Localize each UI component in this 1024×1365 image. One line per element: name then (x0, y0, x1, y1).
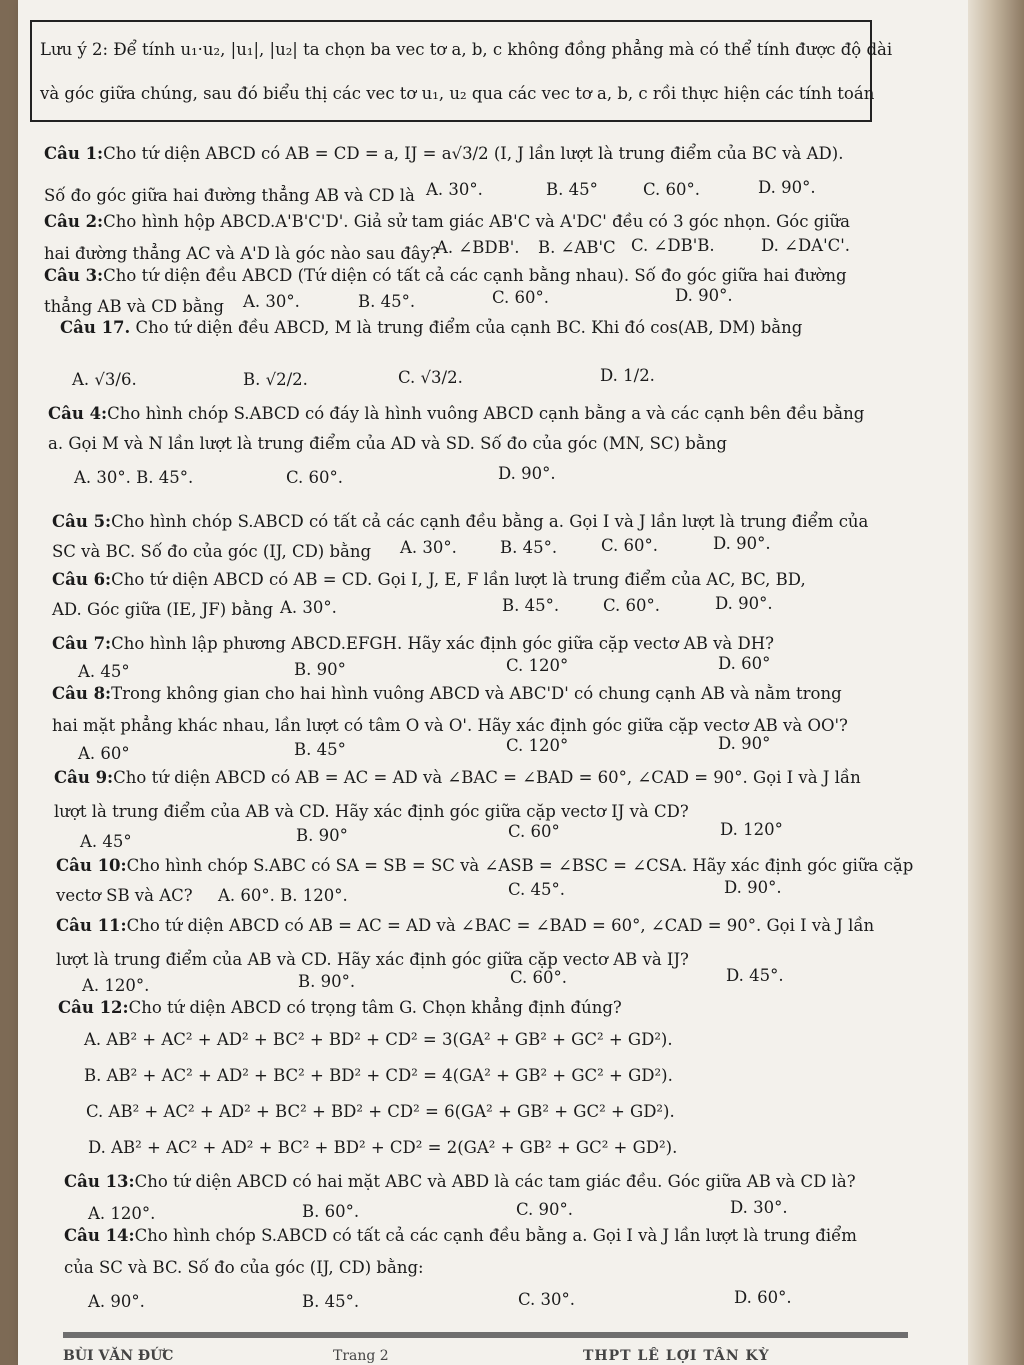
q3-option-c: C. 60°. (492, 288, 550, 307)
q12-text (58, 998, 622, 1017)
q5-line1: Cho hình chóp S.ABCD có tất cả các cạnh đều bằng a. Gọi I và J lần lượt là trung điểm của (111, 512, 869, 531)
q2-label: Câu 2: (44, 212, 104, 231)
q1-line2: Số đo góc giữa hai đường thẳng AB và CD là (44, 186, 415, 205)
q10-line2: vectơ SB và AC? (56, 886, 193, 905)
q12-option-a: A. AB² + AC² + AD² + BC² + BD² + CD² = 3(GA² + GB² + GC² + GD²). (84, 1030, 673, 1049)
q7-label: Câu 7: (52, 634, 112, 653)
q7-line1: Cho hình lập phương ABCD.EFGH. Hãy xác định góc giữa cặp vectơ AB và DH? (111, 634, 774, 653)
q11-option-d: D. 45°. (726, 966, 784, 985)
q17-option-b: B. √2/2. (243, 370, 308, 389)
q17-option-d: D. 1/2. (600, 366, 655, 385)
q6-option-a: A. 30°. (280, 598, 337, 617)
q3-option-a: A. 30°. (243, 292, 300, 311)
q9-option-b: B. 90° (296, 826, 348, 845)
q3-option-d: D. 90°. (675, 286, 733, 305)
q8-option-d: D. 90° (718, 734, 771, 753)
q6-line2: AD. Góc giữa (IE, JF) bằng (52, 600, 274, 619)
footer-school: THPT LÊ LỢI TÂN KỲ (583, 1348, 770, 1364)
q2-line2: hai đường thẳng AC và A'D là góc nào sau đây? (44, 244, 439, 263)
background-edge (968, 0, 1024, 1365)
q13-line1: Cho tứ diện ABCD có hai mặt ABC và ABD là các tam giác đều. Góc giữa AB và CD là? (134, 1172, 856, 1191)
q7-option-b: B. 90° (294, 660, 346, 679)
footer-divider (63, 1332, 908, 1338)
q8-text (52, 684, 842, 703)
q10-line1: Cho hình chóp S.ABC có SA = SB = SC và ∠ASB = ∠BSC = ∠CSA. Hãy xác định góc giữa cặp (126, 856, 914, 875)
q5-option-b: B. 45°. (500, 538, 558, 557)
q2-option-b: B. ∠AB'C (538, 238, 616, 257)
q3-option-b: B. 45°. (358, 292, 416, 311)
q6-option-c: C. 60°. (603, 596, 661, 615)
note-line-1: Lưu ý 2: Để tính u₁·u₂, |u₁|, |u₂| ta chọn ba vec tơ a, b, c không đồng phẳng mà có thể tính được độ dài (40, 40, 893, 59)
q2-option-d: D. ∠DA'C'. (761, 236, 851, 255)
q3-text (44, 266, 847, 285)
q10-label: Câu 10: (56, 856, 127, 875)
q2-option-a: A. ∠BDB'. (436, 238, 520, 257)
q6-text (52, 570, 806, 589)
q4-text (48, 404, 864, 423)
q13-text (64, 1172, 856, 1191)
document-content (18, 0, 968, 1365)
q11-line2: lượt là trung điểm của AB và CD. Hãy xác định góc giữa cặp vectơ AB và IJ? (56, 950, 689, 969)
q13-option-c: C. 90°. (516, 1200, 574, 1219)
q14-text (64, 1226, 857, 1245)
footer-page: Trang 2 (333, 1348, 389, 1364)
note-line-2: và góc giữa chúng, sau đó biểu thị các vec tơ u₁, u₂ qua các vec tơ a, b, c rồi thực hiện các tính toán (40, 84, 875, 103)
q4-line2: a. Gọi M và N lần lượt là trung điểm của AD và SD. Số đo của góc (MN, SC) bằng (48, 434, 727, 453)
q8-line2: hai mặt phẳng khác nhau, lần lượt có tâm O và O'. Hãy xác định góc giữa cặp vectơ AB và OO'? (52, 716, 848, 735)
q1-label: Câu 1: (44, 144, 104, 163)
q2-option-c: C. ∠DB'B. (631, 236, 715, 255)
q10-text (56, 856, 913, 875)
q5-option-c: C. 60°. (601, 536, 659, 555)
q7-option-d: D. 60° (718, 654, 771, 673)
q11-label: Câu 11: (56, 916, 127, 935)
q1-text (44, 144, 843, 163)
q11-option-a: A. 120°. (82, 976, 150, 995)
q5-label: Câu 5: (52, 512, 112, 531)
q2-line1: Cho hình hộp ABCD.A'B'C'D'. Giả sử tam giác AB'C và A'DC' đều có 3 góc nhọn. Góc giữa (103, 212, 850, 231)
q3-line1: Cho tứ diện đều ABCD (Tứ diện có tất cả các cạnh bằng nhau). Số đo góc giữa hai đường (103, 266, 847, 285)
q13-label: Câu 13: (64, 1172, 135, 1191)
q9-option-d: D. 120° (720, 820, 783, 839)
q8-option-c: C. 120° (506, 736, 569, 755)
q17-line1: Cho tứ diện đều ABCD, M là trung điểm của cạnh BC. Khi đó cos(AB, DM) bằng (135, 318, 803, 337)
q5-line2: SC và BC. Số đo của góc (IJ, CD) bằng (52, 542, 372, 561)
q12-option-b: B. AB² + AC² + AD² + BC² + BD² + CD² = 4(GA² + GB² + GC² + GD²). (84, 1066, 673, 1085)
q17-label: Câu 17. (60, 318, 131, 337)
q3-label: Câu 3: (44, 266, 104, 285)
q10-option-c: C. 45°. (508, 880, 566, 899)
q1-option-b: B. 45° (546, 180, 598, 199)
q17-option-a: A. √3/6. (72, 370, 137, 389)
q7-option-c: C. 120° (506, 656, 569, 675)
q11-line1: Cho tứ diện ABCD có AB = AC = AD và ∠BAC = ∠BAD = 60°, ∠CAD = 90°. Gọi I và J lần (126, 916, 875, 935)
q11-option-b: B. 90°. (298, 972, 356, 991)
q2-text (44, 212, 850, 231)
q12-line1: Cho tứ diện ABCD có trọng tâm G. Chọn khẳng định đúng? (128, 998, 622, 1017)
q9-text (54, 768, 861, 787)
q6-line1: Cho tứ diện ABCD có AB = CD. Gọi I, J, E, F lần lượt là trung điểm của AC, BC, BD, (111, 570, 806, 589)
q14-option-d: D. 60°. (734, 1288, 792, 1307)
q13-option-a: A. 120°. (88, 1204, 156, 1223)
q4-option-d: D. 90°. (498, 464, 556, 483)
q9-option-c: C. 60° (508, 822, 560, 841)
q4-option-c: C. 60°. (286, 468, 344, 487)
q17-text (60, 318, 802, 337)
q9-label: Câu 9: (54, 768, 114, 787)
q8-option-b: B. 45° (294, 740, 346, 759)
q11-option-c: C. 60°. (510, 968, 568, 987)
q8-line1: Trong không gian cho hai hình vuông ABCD và ABC'D' có chung cạnh AB và nằm trong (111, 684, 842, 703)
q12-option-c: C. AB² + AC² + AD² + BC² + BD² + CD² = 6(GA² + GB² + GC² + GD²). (86, 1102, 675, 1121)
q9-line2: lượt là trung điểm của AB và CD. Hãy xác định góc giữa cặp vectơ IJ và CD? (54, 802, 689, 821)
q12-label: Câu 12: (58, 998, 129, 1017)
q8-option-a: A. 60° (78, 744, 130, 763)
q8-label: Câu 8: (52, 684, 112, 703)
q3-line2: thẳng AB và CD bằng (44, 297, 224, 316)
q5-option-a: A. 30°. (400, 538, 457, 557)
q14-line1: Cho hình chóp S.ABCD có tất cả các cạnh đều bằng a. Gọi I và J lần lượt là trung điểm (134, 1226, 857, 1245)
q4-line1: Cho hình chóp S.ABCD có đáy là hình vuông ABCD cạnh bằng a và các cạnh bên đều bằng (107, 404, 865, 423)
q7-text (52, 634, 774, 653)
note-box (30, 20, 893, 122)
q5-option-d: D. 90°. (713, 534, 771, 553)
q12-option-d: D. AB² + AC² + AD² + BC² + BD² + CD² = 2(GA² + GB² + GC² + GD²). (88, 1138, 678, 1157)
q4-option-ab: A. 30°. B. 45°. (74, 468, 194, 487)
q14-option-b: B. 45°. (302, 1292, 360, 1311)
q1-option-c: C. 60°. (643, 180, 701, 199)
q1-option-d: D. 90°. (758, 178, 816, 197)
q6-option-d: D. 90°. (715, 594, 773, 613)
q13-option-b: B. 60°. (302, 1202, 360, 1221)
q10-option-ab: A. 60°. B. 120°. (218, 886, 348, 905)
q14-label: Câu 14: (64, 1226, 135, 1245)
q14-option-a: A. 90°. (88, 1292, 145, 1311)
q17-option-c: C. √3/2. (398, 368, 463, 387)
q14-option-c: C. 30°. (518, 1290, 576, 1309)
q9-line1: Cho tứ diện ABCD có AB = AC = AD và ∠BAC = ∠BAD = 60°, ∠CAD = 90°. Gọi I và J lần (113, 768, 861, 787)
q10-option-d: D. 90°. (724, 878, 782, 897)
q14-line2: của SC và BC. Số đo của góc (IJ, CD) bằng: (64, 1258, 424, 1277)
q1-option-a: A. 30°. (426, 180, 483, 199)
q11-text (56, 916, 874, 935)
q9-option-a: A. 45° (80, 832, 132, 851)
q6-label: Câu 6: (52, 570, 112, 589)
q7-option-a: A. 45° (78, 662, 130, 681)
q13-option-d: D. 30°. (730, 1198, 788, 1217)
q1-line1: Cho tứ diện ABCD có AB = CD = a, IJ = a√3/2 (I, J lần lượt là trung điểm của BC và AD). (103, 144, 844, 163)
footer-author: BÙI VĂN ĐỨC (63, 1348, 174, 1364)
q6-option-b: B. 45°. (502, 596, 560, 615)
q4-label: Câu 4: (48, 404, 108, 423)
q5-text (52, 512, 868, 531)
